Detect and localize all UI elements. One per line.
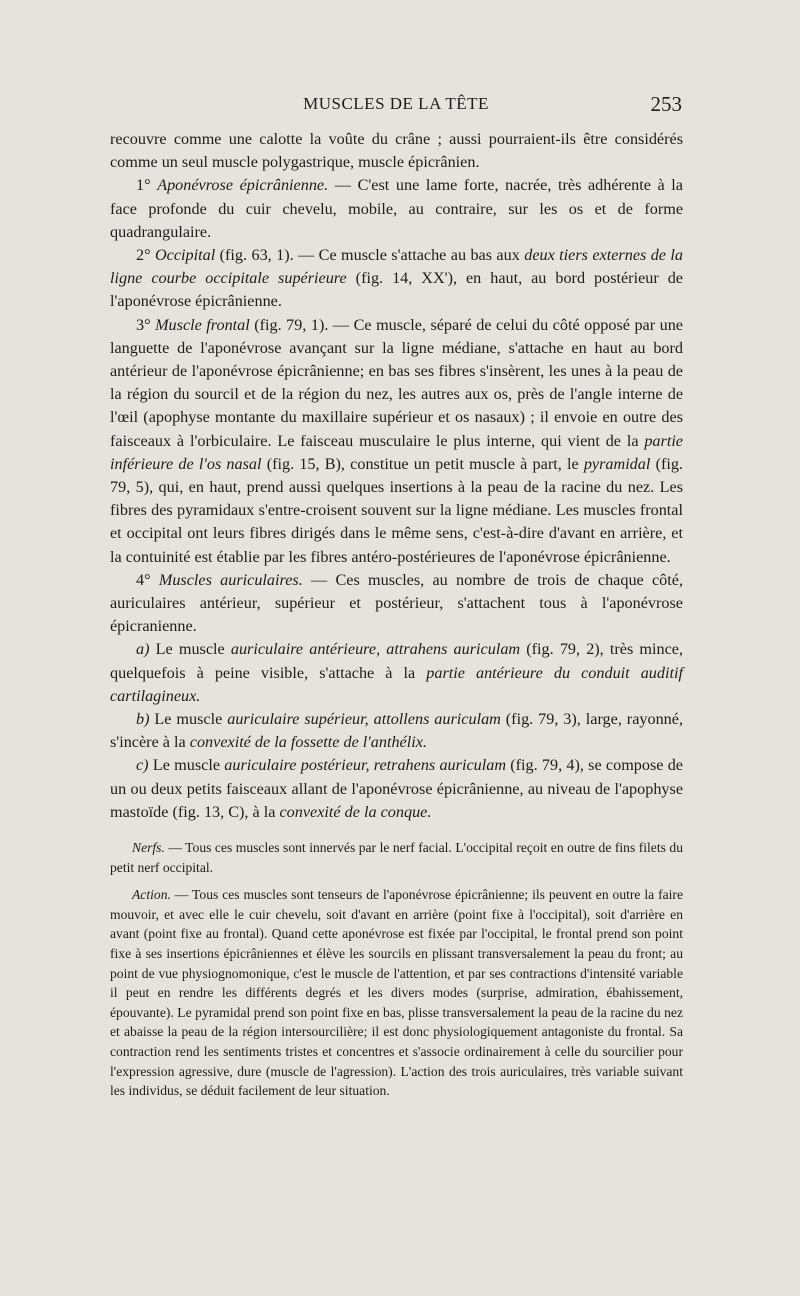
paragraph-aponevrose	[110, 174, 683, 244]
section-heading: Aponévrose épicrânienne.	[157, 176, 329, 195]
paragraph-auriculaire-posterieur	[110, 754, 683, 824]
paragraph-text: — C'est une lame forte, nacrée, très adhérente à la face profonde du cuir chevelu, mobile, au contraire, sur les os et de forme quadrangulaire.	[110, 176, 683, 241]
paragraph-text: — Tous ces muscles sont tenseurs de l'aponévrose épicrânienne; ils peuvent en outre la faire mouvoir, et avec elle le cuir chevelu, soit d'avant en arrière (point fixe à l'occipital), soit d'arrière en avant (point fixe au frontal). Quand cette aponévrose est fixée par l'occipital, le frontal prend son point fixe à ses insertions épicrâniennes et élève les sourcils en plissant transversalement la peau du front; au point de vue physiognomonique, c'est le muscle de l'attention, et par ses contractions d'intensité variable il peut en rendre les différents degrés et les divers modes (surprise, admiration, ébahissement, épouvante). Le pyramidal prend son point fixe en bas, plisse transversalement la peau de la racine du nez et abaisse la peau de la région intersourcilière; il est donc physiologiquement antagoniste du frontal. Sa contraction rend les sentiments tristes et concentres et s'associe ordinairement à celle du sourcilier pour l'expression agressive, dure (muscle de l'agression). L'action des trois auriculaires, très variable suivant les individus, se déduit facilement de leur situation.	[110, 887, 683, 1099]
paragraph-text: Le muscle	[154, 710, 228, 729]
paragraph-text: (fig. 79, 1). — Ce muscle, séparé de celui du côté opposé par une languette de l'aponévrose avançant sur la ligne médiane, s'attache en haut au bord antérieur de l'aponévrose épicrânienne; en bas ses fibres s'insèrent, les unes à la peau de la région du sourcil et de la région du nez, les autres aux os, près de l'angle interne de l'œil (apophyse montante du maxillaire supérieur et os nasaux) ; il envoie en outre des faisceaux à l'orbiculaire. Le faisceau musculaire le plus interne, qui vient de la	[110, 315, 683, 450]
italic-phrase: convexité de la conque.	[279, 802, 432, 821]
paragraph-nerfs	[110, 838, 683, 877]
note-heading: Nerfs.	[132, 840, 165, 856]
paragraph-auriculaire-superieur	[110, 708, 683, 754]
paragraph-text: — Tous ces muscles sont innervés par le nerf facial. L'occipital reçoit en outre de fins filets du petit nerf occipital.	[110, 840, 683, 875]
italic-phrase: auriculaire antérieure, attrahens auriculam	[230, 640, 521, 659]
note-heading: Action.	[132, 887, 171, 903]
page-body	[110, 128, 683, 1101]
paragraph-text: (fig. 79, 5), qui, en haut, prend aussi quelques insertions à la peau de la racine du nez. Les fibres des pyramidaux s'entre-croisent souvent sur la ligne médiane. Les muscles frontal et occipital ont leurs fibres dirigés dans le même sens, c'est-à-dire d'avant en arrière, et la contuinité est établie par les fibres antéro-postérieures de l'aponévrose épicrânienne.	[110, 454, 683, 566]
paragraph-continuation	[110, 128, 683, 174]
item-number: 1°	[136, 176, 158, 195]
item-number: 4°	[136, 570, 159, 589]
paragraph-occipital	[110, 244, 683, 314]
section-heading: Muscle frontal	[155, 315, 250, 334]
main-text	[110, 128, 683, 824]
section-heading: Muscles auriculaires.	[158, 570, 303, 589]
italic-phrase: auriculaire postérieur, retrahens auriculam	[224, 756, 507, 775]
paragraph-text: Le muscle	[155, 640, 231, 659]
page-number: 253	[650, 92, 682, 116]
item-number: 2°	[136, 246, 155, 265]
paragraph-action	[110, 885, 683, 1101]
item-number: 3°	[136, 315, 156, 334]
paragraph-text: (fig. 15, B), constitue un petit muscle à part, le	[261, 454, 584, 473]
paragraph-text: (fig. 79, 4), se compose de un ou deux petits faisceaux allant de l'aponévrose épicrânienne, au niveau de l'apophyse mastoïde (fig. 13, C), à la	[110, 756, 683, 821]
item-letter: c)	[136, 756, 153, 775]
paragraph-text: (fig. 79, 3), large, rayonné, s'incère à la	[110, 710, 683, 752]
italic-phrase: deux tiers externes de la ligne courbe occipitale supérieure	[110, 246, 683, 288]
paragraph-text: (fig. 79, 2), très mince, quelquefois à peine visible, s'attache à la	[110, 640, 683, 682]
italic-phrase: convexité de la fossette de l'anthélix.	[189, 733, 427, 752]
section-heading: Occipital	[154, 246, 216, 265]
paragraph-frontal	[110, 314, 683, 569]
paragraph-auriculaire-anterieur	[110, 638, 683, 708]
paragraph-text: (fig. 14, XX'), en haut, au bord postérieur de l'aponévrose épicrânienne.	[110, 269, 683, 311]
italic-phrase: partie inférieure de l'os nasal	[110, 431, 683, 473]
item-letter: b)	[136, 710, 155, 729]
paragraph-auriculaires	[110, 569, 683, 639]
italic-phrase: auriculaire supérieur, attollens auriculam	[227, 710, 501, 729]
paragraph-text: recouvre comme une calotte la voûte du crâne ; aussi pourraient-ils être considérés comme un seul muscle polygastrique, muscle épicrânien.	[110, 130, 683, 172]
paragraph-text: (fig. 63, 1). — Ce muscle s'attache au bas aux	[215, 246, 525, 265]
item-letter: a)	[136, 640, 156, 659]
italic-phrase: partie antérieure du conduit auditif cartilagineux.	[110, 663, 683, 705]
italic-phrase: pyramidal	[583, 454, 651, 473]
small-print-notes	[110, 838, 683, 1101]
running-title: MUSCLES DE LA TÊTE	[303, 94, 489, 113]
paragraph-text: — Ces muscles, au nombre de trois de chaque côté, auriculaires antérieur, supérieur et postérieur, s'attachent tous à l'aponévrose épicranienne.	[110, 570, 683, 636]
running-header	[110, 92, 682, 118]
paragraph-text: Le muscle	[152, 756, 225, 775]
